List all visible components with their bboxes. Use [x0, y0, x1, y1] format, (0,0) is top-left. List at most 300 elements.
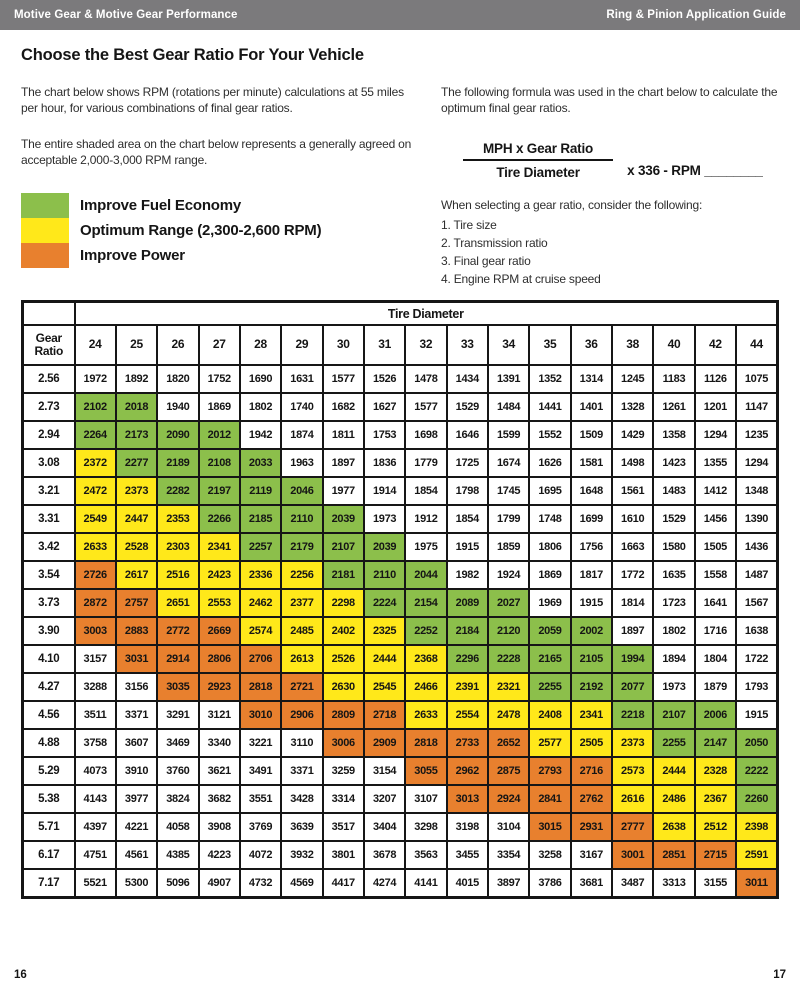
- rpm-cell: 2018: [116, 393, 157, 421]
- gear-ratio-cell: 2.56: [23, 365, 75, 393]
- rpm-cell: 1972: [75, 365, 116, 393]
- rpm-cell: 2119: [240, 477, 281, 505]
- rpm-cell: 2256: [281, 561, 322, 589]
- rpm-cell: 1772: [612, 561, 653, 589]
- tire-diameter-column-38: 38: [612, 325, 653, 365]
- legend-label: Improve Fuel Economy: [80, 196, 242, 214]
- rpm-cell: 1487: [736, 561, 778, 589]
- tire-diameter-column-35: 35: [529, 325, 570, 365]
- gear-ratio-cell: 4.88: [23, 729, 75, 757]
- rpm-cell: 2107: [653, 701, 694, 729]
- rpm-cell: 1915: [571, 589, 612, 617]
- rpm-cell: 2264: [75, 421, 116, 449]
- rpm-cell: 3011: [736, 869, 778, 897]
- rpm-cell: 3104: [488, 813, 529, 841]
- rpm-cell: 1869: [529, 561, 570, 589]
- rpm-cell: 1577: [405, 393, 446, 421]
- rpm-cell: 1558: [695, 561, 736, 589]
- rpm-cell: 3121: [199, 701, 240, 729]
- table-row: [23, 645, 778, 673]
- table-row: [23, 813, 778, 841]
- tire-diameter-column-31: 31: [364, 325, 405, 365]
- rpm-cell: 1456: [695, 505, 736, 533]
- rpm-cell: 2638: [653, 813, 694, 841]
- rpm-cell: 2806: [199, 645, 240, 673]
- rpm-cell: 1897: [323, 449, 364, 477]
- rpm-cell: 3013: [447, 785, 488, 813]
- page-footer: [14, 969, 786, 981]
- rpm-cell: 3786: [529, 869, 570, 897]
- rpm-cell: 2526: [323, 645, 364, 673]
- rpm-cell: 1529: [653, 505, 694, 533]
- rpm-cell: 1429: [612, 421, 653, 449]
- rpm-cell: 2303: [157, 533, 198, 561]
- rpm-cell: 2012: [199, 421, 240, 449]
- orange-swatch: [21, 243, 69, 268]
- rpm-cell: 3551: [240, 785, 281, 813]
- rpm-cell: 1567: [736, 589, 778, 617]
- rpm-cell: 2423: [199, 561, 240, 589]
- formula-suffix: x 336 - RPM ________: [627, 162, 763, 178]
- rpm-cell: 1201: [695, 393, 736, 421]
- rpm-cell: 2090: [157, 421, 198, 449]
- rpm-cell: 2633: [405, 701, 446, 729]
- rpm-cell: 2841: [529, 785, 570, 813]
- rpm-cell: 2373: [116, 477, 157, 505]
- rpm-cell: 3932: [281, 841, 322, 869]
- rpm-cell: 1897: [612, 617, 653, 645]
- rpm-cell: 2669: [199, 617, 240, 645]
- rpm-cell: 1436: [736, 533, 778, 561]
- tire-diameter-column-24: 24: [75, 325, 116, 365]
- tire-diameter-column-26: 26: [157, 325, 198, 365]
- rpm-cell: 2718: [364, 701, 405, 729]
- rpm-cell: 1646: [447, 421, 488, 449]
- rpm-cell: 1914: [364, 477, 405, 505]
- rpm-cell: 2147: [695, 729, 736, 757]
- rpm-cell: 1412: [695, 477, 736, 505]
- rpm-cell: 1963: [281, 449, 322, 477]
- rpm-cell: 1627: [364, 393, 405, 421]
- rpm-cell: 2909: [364, 729, 405, 757]
- brand-title: Motive Gear & Motive Gear Performance: [14, 9, 238, 21]
- rpm-cell: 3155: [695, 869, 736, 897]
- table-corner-cell: [23, 301, 75, 325]
- consideration-item: 3. Final gear ratio: [441, 253, 531, 268]
- rpm-cell: 2039: [364, 533, 405, 561]
- rpm-cell: 3908: [199, 813, 240, 841]
- rpm-cell: 1859: [488, 533, 529, 561]
- rpm-cell: 2173: [116, 421, 157, 449]
- rpm-cell: 3003: [75, 617, 116, 645]
- rpm-cell: 4907: [199, 869, 240, 897]
- rpm-cell: 2089: [447, 589, 488, 617]
- rpm-cell: 2110: [281, 505, 322, 533]
- rpm-cell: 1390: [736, 505, 778, 533]
- rpm-cell: 3469: [157, 729, 198, 757]
- table-row: [23, 589, 778, 617]
- rpm-cell: 3314: [323, 785, 364, 813]
- rpm-cell: 3607: [116, 729, 157, 757]
- rpm-cell: 3001: [612, 841, 653, 869]
- rpm-cell: 2883: [116, 617, 157, 645]
- rpm-cell: 1817: [571, 561, 612, 589]
- intro-paragraph-2: The entire shaded area on the chart below represents a generally agreed on acceptable 2,000-3,000 RPM range.: [21, 136, 412, 167]
- rpm-cell: 2528: [116, 533, 157, 561]
- rpm-cell: 1552: [529, 421, 570, 449]
- rpm-cell: 1753: [364, 421, 405, 449]
- rpm-cell: 2046: [281, 477, 322, 505]
- rpm-cell: 3977: [116, 785, 157, 813]
- rpm-cell: 3221: [240, 729, 281, 757]
- rpm-cell: 3156: [116, 673, 157, 701]
- rpm-cell: 3107: [405, 785, 446, 813]
- rpm-cell: 3157: [75, 645, 116, 673]
- gear-ratio-cell: 7.17: [23, 869, 75, 897]
- rpm-cell: 1806: [529, 533, 570, 561]
- rpm-cell: 2793: [529, 757, 570, 785]
- rpm-cell: 2336: [240, 561, 281, 589]
- rpm-cell: 2818: [240, 673, 281, 701]
- rpm-cell: 1663: [612, 533, 653, 561]
- rpm-cell: 1294: [736, 449, 778, 477]
- rpm-cell: 2373: [612, 729, 653, 757]
- table-row: [23, 533, 778, 561]
- rpm-cell: 1779: [405, 449, 446, 477]
- rpm-cell: 1894: [653, 645, 694, 673]
- rpm-cell: 1725: [447, 449, 488, 477]
- rpm-cell: 2549: [75, 505, 116, 533]
- rpm-cell: 1635: [653, 561, 694, 589]
- rpm-cell: 1509: [571, 421, 612, 449]
- considerations-list: [441, 216, 779, 288]
- rpm-table: [21, 300, 779, 899]
- rpm-cell: 1804: [695, 645, 736, 673]
- rpm-cell: 1235: [736, 421, 778, 449]
- rpm-cell: 3258: [529, 841, 570, 869]
- rpm-cell: 2478: [488, 701, 529, 729]
- rpm-cell: 1854: [447, 505, 488, 533]
- rpm-cell: 2002: [571, 617, 612, 645]
- tire-diameter-column-40: 40: [653, 325, 694, 365]
- intro-columns: [21, 65, 779, 288]
- rpm-cell: 2931: [571, 813, 612, 841]
- rpm-cell: 2165: [529, 645, 570, 673]
- gear-ratio-cell: 4.56: [23, 701, 75, 729]
- rpm-cell: 2875: [488, 757, 529, 785]
- table-row: [23, 785, 778, 813]
- rpm-cell: 1942: [240, 421, 281, 449]
- rpm-cell: 2341: [571, 701, 612, 729]
- rpm-cell: 1183: [653, 365, 694, 393]
- left-column: [21, 65, 417, 288]
- page-content: [0, 46, 800, 899]
- gear-ratio-cell: 5.71: [23, 813, 75, 841]
- rpm-cell: 3110: [281, 729, 322, 757]
- rpm-cell: 2377: [281, 589, 322, 617]
- rpm-cell: 1982: [447, 561, 488, 589]
- right-column: [441, 65, 779, 288]
- rpm-cell: 1577: [323, 365, 364, 393]
- rpm-cell: 1748: [529, 505, 570, 533]
- rpm-cell: 2341: [199, 533, 240, 561]
- rpm-cell: 3897: [488, 869, 529, 897]
- table-row: [23, 449, 778, 477]
- rpm-cell: 4561: [116, 841, 157, 869]
- rpm-cell: 4073: [75, 757, 116, 785]
- consideration-item: 2. Transmission ratio: [441, 235, 548, 250]
- rpm-cell: 5521: [75, 869, 116, 897]
- rpm-cell: 3371: [116, 701, 157, 729]
- gear-ratio-cell: 3.21: [23, 477, 75, 505]
- rpm-cell: 2039: [323, 505, 364, 533]
- rpm-cell: 1940: [157, 393, 198, 421]
- rpm-cell: 1245: [612, 365, 653, 393]
- rpm-cell: 3259: [323, 757, 364, 785]
- rpm-cell: 1892: [116, 365, 157, 393]
- gear-ratio-formula: [463, 141, 779, 180]
- intro-paragraph-1: The chart below shows RPM (rotations per minute) calculations at 55 miles per hour, for various combinations of final gear ratios.: [21, 85, 404, 115]
- rpm-cell: 2218: [612, 701, 653, 729]
- gear-ratio-cell: 2.73: [23, 393, 75, 421]
- rpm-cell: 1434: [447, 365, 488, 393]
- rpm-cell: 1355: [695, 449, 736, 477]
- rpm-cell: 2553: [199, 589, 240, 617]
- rpm-cell: 2033: [240, 449, 281, 477]
- formula-numerator: MPH x Gear Ratio: [463, 141, 613, 161]
- rpm-cell: 3678: [364, 841, 405, 869]
- rpm-cell: 2255: [653, 729, 694, 757]
- rpm-cell: 2296: [447, 645, 488, 673]
- rpm-cell: 2255: [529, 673, 570, 701]
- page-number-left: 16: [14, 969, 27, 981]
- rpm-cell: 2577: [529, 729, 570, 757]
- rpm-cell: 3035: [157, 673, 198, 701]
- rpm-cell: 5096: [157, 869, 198, 897]
- gear-ratio-cell: 4.27: [23, 673, 75, 701]
- guide-title: Ring & Pinion Application Guide: [606, 9, 786, 21]
- table-row: [23, 365, 778, 393]
- legend-item-optimum-range: [21, 218, 417, 243]
- rpm-cell: 3621: [199, 757, 240, 785]
- rpm-cell: 3198: [447, 813, 488, 841]
- rpm-cell: 2777: [612, 813, 653, 841]
- rpm-cell: 1723: [653, 589, 694, 617]
- table-row: [23, 673, 778, 701]
- rpm-cell: 1648: [571, 477, 612, 505]
- rpm-cell: 2505: [571, 729, 612, 757]
- rpm-cell: 2591: [736, 841, 778, 869]
- rpm-cell: 2466: [405, 673, 446, 701]
- gear-ratio-cell: 3.90: [23, 617, 75, 645]
- rpm-cell: 2715: [695, 841, 736, 869]
- rpm-cell: 4221: [116, 813, 157, 841]
- rpm-cell: 2189: [157, 449, 198, 477]
- rpm-cell: 5300: [116, 869, 157, 897]
- tire-diameter-column-33: 33: [447, 325, 488, 365]
- rpm-cell: 1994: [612, 645, 653, 673]
- rpm-cell: 1802: [240, 393, 281, 421]
- gear-ratio-cell: 2.94: [23, 421, 75, 449]
- rpm-cell: 2282: [157, 477, 198, 505]
- rpm-cell: 1358: [653, 421, 694, 449]
- rpm-cell: 2613: [281, 645, 322, 673]
- gear-ratio-cell: 3.31: [23, 505, 75, 533]
- rpm-cell: 2224: [364, 589, 405, 617]
- rpm-cell: 1874: [281, 421, 322, 449]
- tire-diameter-column-42: 42: [695, 325, 736, 365]
- rpm-cell: 1699: [571, 505, 612, 533]
- rpm-cell: 2252: [405, 617, 446, 645]
- rpm-cell: 3758: [75, 729, 116, 757]
- rpm-cell: 2110: [364, 561, 405, 589]
- rpm-cell: 2257: [240, 533, 281, 561]
- table-row: [23, 617, 778, 645]
- table-row: [23, 477, 778, 505]
- rpm-cell: 1441: [529, 393, 570, 421]
- rpm-cell: 2706: [240, 645, 281, 673]
- rpm-cell: 1973: [364, 505, 405, 533]
- rpm-cell: 4058: [157, 813, 198, 841]
- rpm-cell: 1561: [612, 477, 653, 505]
- rpm-cell: 1798: [447, 477, 488, 505]
- rpm-cell: 1478: [405, 365, 446, 393]
- rpm-cell: 1348: [736, 477, 778, 505]
- rpm-cell: 2757: [116, 589, 157, 617]
- tire-diameter-column-25: 25: [116, 325, 157, 365]
- table-row: [23, 561, 778, 589]
- rpm-cell: 4417: [323, 869, 364, 897]
- rpm-cell: 2726: [75, 561, 116, 589]
- rpm-cell: 1526: [364, 365, 405, 393]
- rpm-cell: 4141: [405, 869, 446, 897]
- rpm-cell: 4143: [75, 785, 116, 813]
- rpm-cell: 1820: [157, 365, 198, 393]
- rpm-cell: 1695: [529, 477, 570, 505]
- rpm-cell: 3371: [281, 757, 322, 785]
- rpm-cell: 1682: [323, 393, 364, 421]
- rpm-cell: 1610: [612, 505, 653, 533]
- tire-diameter-column-36: 36: [571, 325, 612, 365]
- tire-diameter-column-28: 28: [240, 325, 281, 365]
- rpm-cell: 1814: [612, 589, 653, 617]
- gear-ratio-cell: 3.42: [23, 533, 75, 561]
- rpm-cell: 1483: [653, 477, 694, 505]
- rpm-cell: 1752: [199, 365, 240, 393]
- rpm-cell: 2372: [75, 449, 116, 477]
- rpm-cell: 2616: [612, 785, 653, 813]
- rpm-cell: 2516: [157, 561, 198, 589]
- rpm-cell: 1328: [612, 393, 653, 421]
- rpm-cell: 2368: [405, 645, 446, 673]
- rpm-cell: 2328: [695, 757, 736, 785]
- rpm-cell: 1423: [653, 449, 694, 477]
- rpm-cell: 2809: [323, 701, 364, 729]
- rpm-cell: 3511: [75, 701, 116, 729]
- rpm-cell: 2353: [157, 505, 198, 533]
- table-row: [23, 757, 778, 785]
- rpm-cell: 2762: [571, 785, 612, 813]
- rpm-cell: 1294: [695, 421, 736, 449]
- rpm-cell: 2444: [653, 757, 694, 785]
- legend-label: Optimum Range (2,300-2,600 RPM): [80, 221, 322, 239]
- rpm-cell: 2102: [75, 393, 116, 421]
- legend-item-fuel-economy: [21, 193, 417, 218]
- rpm-cell: 1722: [736, 645, 778, 673]
- rpm-cell: 1599: [488, 421, 529, 449]
- top-header-bar: [0, 0, 800, 30]
- rpm-cell: 1836: [364, 449, 405, 477]
- rpm-cell: 2006: [695, 701, 736, 729]
- rpm-cell: 2924: [488, 785, 529, 813]
- rpm-cell: 2906: [281, 701, 322, 729]
- rpm-cell: 2266: [199, 505, 240, 533]
- table-row: [23, 729, 778, 757]
- rpm-cell: 1631: [281, 365, 322, 393]
- rpm-cell: 1352: [529, 365, 570, 393]
- rpm-cell: 4015: [447, 869, 488, 897]
- rpm-cell: 1716: [695, 617, 736, 645]
- rpm-cell: 2398: [736, 813, 778, 841]
- rpm-cell: 1799: [488, 505, 529, 533]
- rpm-cell: 3006: [323, 729, 364, 757]
- rpm-cell: 2733: [447, 729, 488, 757]
- rpm-cell: 1977: [323, 477, 364, 505]
- rpm-cell: 1869: [199, 393, 240, 421]
- rpm-cell: 3487: [612, 869, 653, 897]
- legend-label: Improve Power: [80, 246, 185, 264]
- rpm-cell: 3010: [240, 701, 281, 729]
- rpm-cell: 1580: [653, 533, 694, 561]
- rpm-cell: 1261: [653, 393, 694, 421]
- rpm-cell: 2222: [736, 757, 778, 785]
- rpm-cell: 2472: [75, 477, 116, 505]
- rpm-cell: 2154: [405, 589, 446, 617]
- rpm-cell: 2633: [75, 533, 116, 561]
- rpm-cell: 1915: [736, 701, 778, 729]
- rpm-cell: 2573: [612, 757, 653, 785]
- rpm-cell: 3801: [323, 841, 364, 869]
- rpm-cell: 4397: [75, 813, 116, 841]
- table-row: [23, 393, 778, 421]
- rpm-cell: 2059: [529, 617, 570, 645]
- rpm-cell: 2044: [405, 561, 446, 589]
- rpm-cell: 1912: [405, 505, 446, 533]
- rpm-cell: 1498: [612, 449, 653, 477]
- rpm-cell: 4223: [199, 841, 240, 869]
- rpm-cell: 4274: [364, 869, 405, 897]
- gear-ratio-cell: 3.54: [23, 561, 75, 589]
- rpm-cell: 3682: [199, 785, 240, 813]
- rpm-cell: 2485: [281, 617, 322, 645]
- rpm-cell: 1529: [447, 393, 488, 421]
- rpm-cell: 2181: [323, 561, 364, 589]
- consideration-item: 4. Engine RPM at cruise speed: [441, 271, 601, 286]
- rpm-cell: 2260: [736, 785, 778, 813]
- rpm-cell: 2545: [364, 673, 405, 701]
- rpm-cell: 1505: [695, 533, 736, 561]
- rpm-cell: 1690: [240, 365, 281, 393]
- rpm-cell: 2077: [612, 673, 653, 701]
- rpm-cell: 3167: [571, 841, 612, 869]
- rpm-cell: 1745: [488, 477, 529, 505]
- rpm-cell: 1854: [405, 477, 446, 505]
- rpm-cell: 1802: [653, 617, 694, 645]
- rpm-cell: 2818: [405, 729, 446, 757]
- rpm-cell: 2050: [736, 729, 778, 757]
- rpm-cell: 1924: [488, 561, 529, 589]
- rpm-cell: 1626: [529, 449, 570, 477]
